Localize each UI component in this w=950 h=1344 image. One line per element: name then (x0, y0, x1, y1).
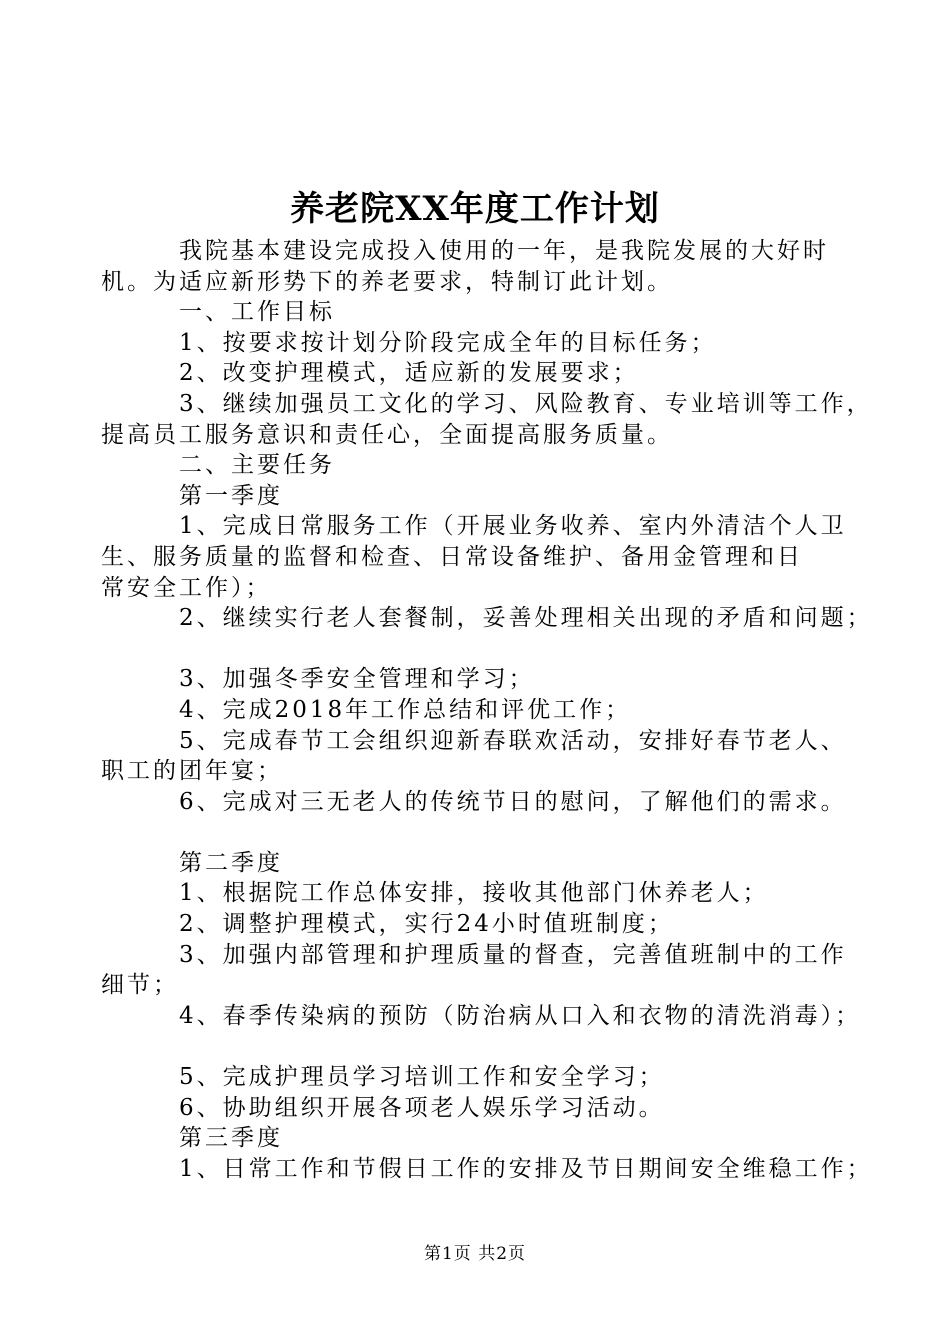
list-item-continuation: 职工的团年宴； (101, 758, 283, 785)
list-item: 1、完成日常服务工作（开展业务收养、室内外清洁个人卫 (179, 513, 847, 540)
list-item: 3、加强内部管理和护理质量的督查，完善值班制中的工作 (179, 941, 847, 968)
blank-line (101, 817, 851, 848)
quarter-heading: 第三季度 (179, 1125, 283, 1152)
list-item: 1、按要求按计划分阶段完成全年的目标任务； (179, 329, 717, 356)
list-item: 3、加强冬季安全管理和学习； (179, 666, 535, 693)
list-item: 4、完成2018年工作总结和评优工作； (179, 696, 632, 723)
list-item: 5、完成护理员学习培训工作和安全学习； (179, 1064, 665, 1091)
list-item: 5、完成春节工会组织迎新春联欢活动，安排好春节老人、 (179, 727, 847, 754)
list-item-continuation: 常安全工作）； (101, 574, 272, 601)
document-title: 养老院XX年度工作计划 (290, 189, 660, 229)
list-item: 2、调整护理模式，实行24小时值班制度； (179, 911, 674, 938)
blank-line (101, 634, 851, 665)
list-item-continuation: 细节； (101, 972, 179, 999)
list-item: 1、日常工作和节假日工作的安排及节日期间安全维稳工作； (179, 1155, 873, 1182)
list-item: 1、根据院工作总体安排，接收其他部门休养老人； (179, 880, 769, 907)
list-item: 4、春季传染病的预防（防治病从口入和衣物的清洗消毒）； (179, 1002, 862, 1029)
paragraph-line: 机。为适应新形势下的养老要求，特制订此计划。 (101, 268, 673, 295)
quarter-heading: 第一季度 (179, 482, 283, 509)
list-item: 6、协助组织开展各项老人娱乐学习活动。 (179, 1094, 665, 1121)
list-item-continuation: 生、服务质量的监督和检查、日常设备维护、备用金管理和日 (101, 543, 803, 570)
page-footer: 第1页 共2页 (423, 1244, 527, 1264)
section-heading: 一、工作目标 (179, 299, 335, 326)
list-item: 2、改变护理模式，适应新的发展要求； (179, 360, 639, 387)
document-body (101, 236, 873, 1184)
list-item-continuation: 提高员工服务意识和责任心，全面提高服务质量。 (101, 421, 673, 448)
paragraph-line: 我院基本建设完成投入使用的一年，是我院发展的大好时 (179, 238, 829, 264)
list-item: 3、继续加强员工文化的学习、风险教育、专业培训等工作， (179, 390, 873, 417)
quarter-heading: 第二季度 (179, 849, 283, 876)
list-item: 2、继续实行老人套餐制，妥善处理相关出现的矛盾和问题； (179, 605, 873, 632)
blank-line (101, 1031, 851, 1062)
list-item: 6、完成对三无老人的传统节日的慰问，了解他们的需求。 (179, 788, 847, 815)
section-heading: 二、主要任务 (179, 452, 335, 479)
